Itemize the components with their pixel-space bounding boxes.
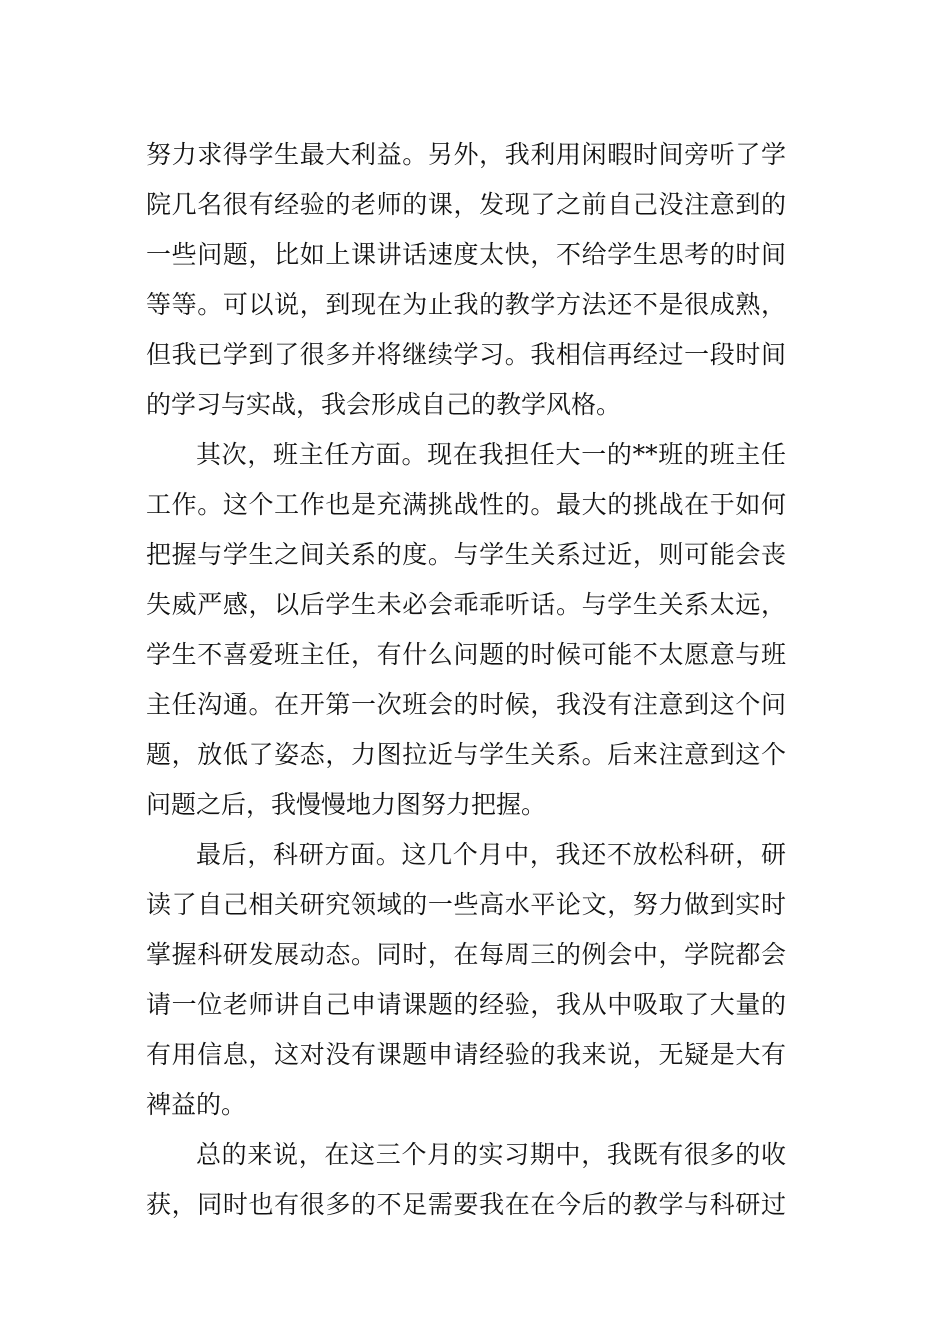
text-line: 题，放低了姿态，力图拉近与学生关系。后来注意到这个: [146, 740, 786, 769]
paragraph-start-line: 其次，班主任方面。现在我担任大一的**班的班主任: [196, 440, 786, 469]
text-line: 的学习与实战，我会形成自己的教学风格。: [146, 390, 622, 419]
text-line: 把握与学生之间关系的度。与学生关系过近，则可能会丧: [146, 540, 786, 569]
text-line: 院几名很有经验的老师的课，发现了之前自己没注意到的: [146, 190, 786, 219]
text-line: 工作。这个工作也是充满挑战性的。最大的挑战在于如何: [146, 490, 786, 519]
text-line: 请一位老师讲自己申请课题的经验，我从中吸取了大量的: [146, 990, 786, 1019]
paragraph-start-line: 最后，科研方面。这几个月中，我还不放松科研，研: [196, 840, 786, 869]
text-line: 掌握科研发展动态。同时，在每周三的例会中，学院都会: [146, 940, 786, 969]
text-line: 问题之后，我慢慢地力图努力把握。: [146, 790, 547, 819]
text-line: 裨益的。: [146, 1090, 247, 1119]
text-line: 失威严感，以后学生未必会乖乖听话。与学生关系太远，: [146, 590, 786, 619]
text-line: 学生不喜爱班主任，有什么问题的时候可能不太愿意与班: [146, 640, 786, 669]
text-line: 努力求得学生最大利益。另外，我利用闲暇时间旁听了学: [146, 140, 786, 169]
text-line: 但我已学到了很多并将继续学习。我相信再经过一段时间: [146, 340, 786, 369]
text-line: 读了自己相关研究领域的一些高水平论文，努力做到实时: [146, 890, 786, 919]
text-line: 有用信息，这对没有课题申请经验的我来说，无疑是大有: [146, 1040, 786, 1069]
text-line: 获，同时也有很多的不足需要我在在今后的教学与科研过: [146, 1190, 786, 1219]
body-text: [146, 130, 786, 1230]
paragraph-start-line: 总的来说，在这三个月的实习期中，我既有很多的收: [196, 1140, 786, 1169]
text-line: 等等。可以说，到现在为止我的教学方法还不是很成熟，: [146, 290, 786, 319]
text-line: 一些问题，比如上课讲话速度太快，不给学生思考的时间: [146, 240, 786, 269]
text-line: 主任沟通。在开第一次班会的时候，我没有注意到这个问: [146, 690, 786, 719]
